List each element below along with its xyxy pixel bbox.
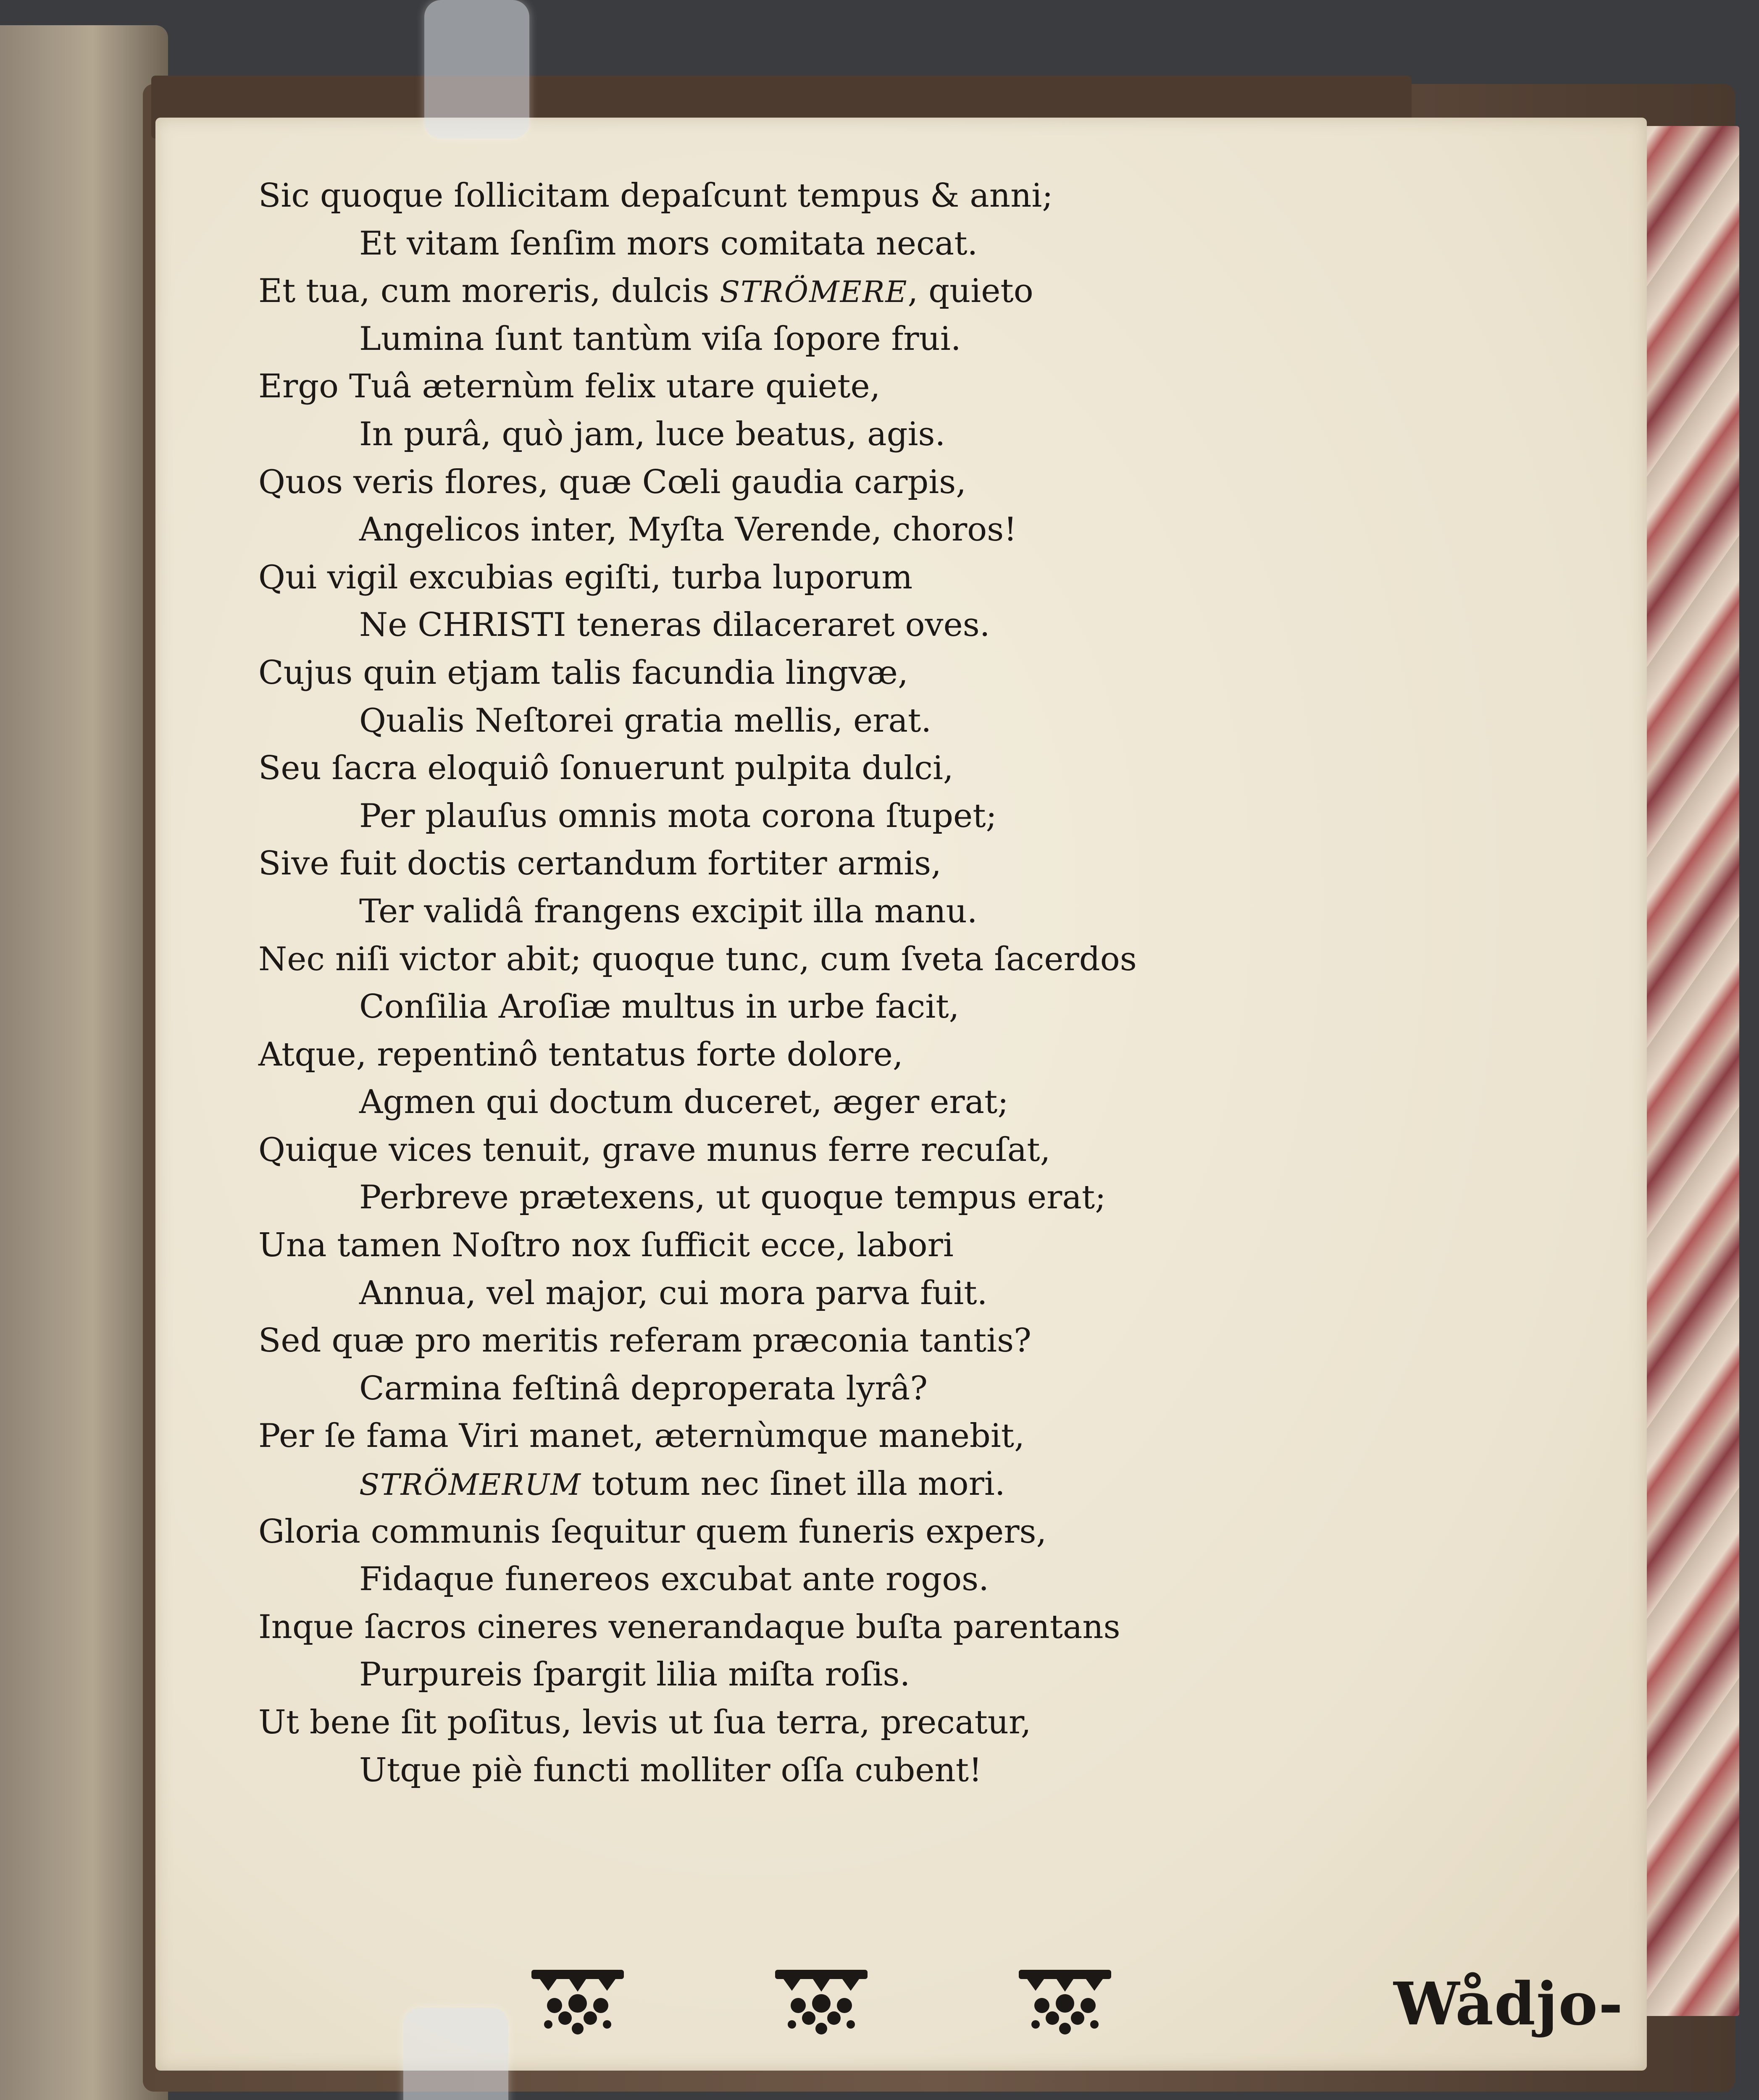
proper-name: STRÖMERE [720, 275, 908, 310]
proper-name: STRÖMERUM [359, 1467, 581, 1502]
poem-line: Et vitam ſenſim mors comitata necat. [359, 224, 978, 262]
poem-line: Seu ſacra eloquiô ſonuerunt pulpita dulci, [258, 749, 954, 788]
poem-line: Ergo Tuâ æternùm felix utare quiete, [258, 368, 881, 406]
catchword: Wådjo- [1394, 1970, 1624, 2039]
poem-line: Per plauſus omnis mota corona ſtupet; [359, 797, 997, 835]
poem-line: Fidaque funereos excubat ante rogos. [359, 1560, 989, 1599]
poem-line: Lumina ſunt tantùm viſa ſopore frui. [359, 320, 961, 358]
poem-line: Ter validâ frangens excipit illa manu. [359, 892, 978, 930]
poem-line: Sive fuit doctis certandum fortiter armis, [258, 845, 941, 883]
poem-line: Purpureis ſpargit lilia miſta roſis. [359, 1656, 910, 1694]
poem-line [258, 1460, 1645, 1508]
poem-line: Atque, repentinô tentatus forte dolore, [258, 1035, 903, 1074]
poem-line-text: , quieto [907, 272, 1033, 310]
poem-line: Sic quoque ſollicitam depaſcunt tempus & anni; [258, 177, 1053, 215]
poem-line: Ne CHRISTI teneras dilaceraret oves. [359, 606, 990, 644]
poem-line: Sed quæ pro meritis referam præconia tantis? [258, 1322, 1031, 1360]
page-clip-bottom [403, 2008, 508, 2100]
poem-line: Cujus quin etjam talis facundia lingvæ, [258, 654, 908, 692]
poem-line-text: Et tua, cum moreris, dulcis [258, 272, 720, 310]
poem-line: Qualis Neſtorei gratia mellis, erat. [359, 701, 932, 740]
poem-line [258, 268, 1645, 315]
grape-vine-ornament-icon [523, 1966, 632, 2041]
poem-line: Perbreve prætexens, ut quoque tempus erat; [359, 1179, 1106, 1217]
poem-line: Conſilia Aroſiæ multus in urbe facit, [359, 988, 960, 1026]
grape-vine-ornament-icon [1010, 1966, 1120, 2041]
poem-line: Utque piè functi molliter oſſa cubent! [359, 1751, 982, 1789]
poem-line: In purâ, quò jam, luce beatus, agis. [359, 415, 946, 453]
poem-line: Ut bene ſit poſitus, levis ut ſua terra, precatur, [258, 1704, 1031, 1741]
poem-line: Annua, vel major, cui mora parva fuit. [359, 1274, 988, 1312]
poem-line-text: totum nec ſinet illa mori. [581, 1465, 1005, 1503]
page-clip-top [424, 0, 529, 139]
poem-line: Per ſe fama Viri manet, æternùmque manebit, [258, 1417, 1025, 1455]
poem-line: Inque ſacros cineres venerandaque buſta parentans [258, 1608, 1120, 1646]
poem-line: Nec niſi victor abit; quoque tunc, cum ſveta ſacerdos [258, 940, 1137, 978]
poem-line: Quique vices tenuit, grave munus ferre recuſat, [258, 1131, 1051, 1169]
poem-text [258, 172, 1645, 1794]
poem-line: Carmina feſtinâ deproperata lyrâ? [359, 1369, 928, 1407]
poem-line: Quos veris flores, quæ Cœli gaudia carpis, [258, 463, 967, 501]
poem-line: Gloria communis ſequitur quem funeris expers, [258, 1512, 1047, 1551]
poem-line: Agmen qui doctum duceret, æger erat; [359, 1083, 1009, 1121]
poem-line: Angelicos inter, Myſta Verende, choros! [359, 511, 1017, 549]
grape-vine-ornament-icon [767, 1966, 876, 2041]
poem-line: Una tamen Noſtro nox ſufficit ecce, labori [258, 1226, 954, 1265]
poem-line: Qui vigil excubias egiſti, turba luporum [258, 558, 913, 596]
book-page [155, 118, 1647, 2071]
